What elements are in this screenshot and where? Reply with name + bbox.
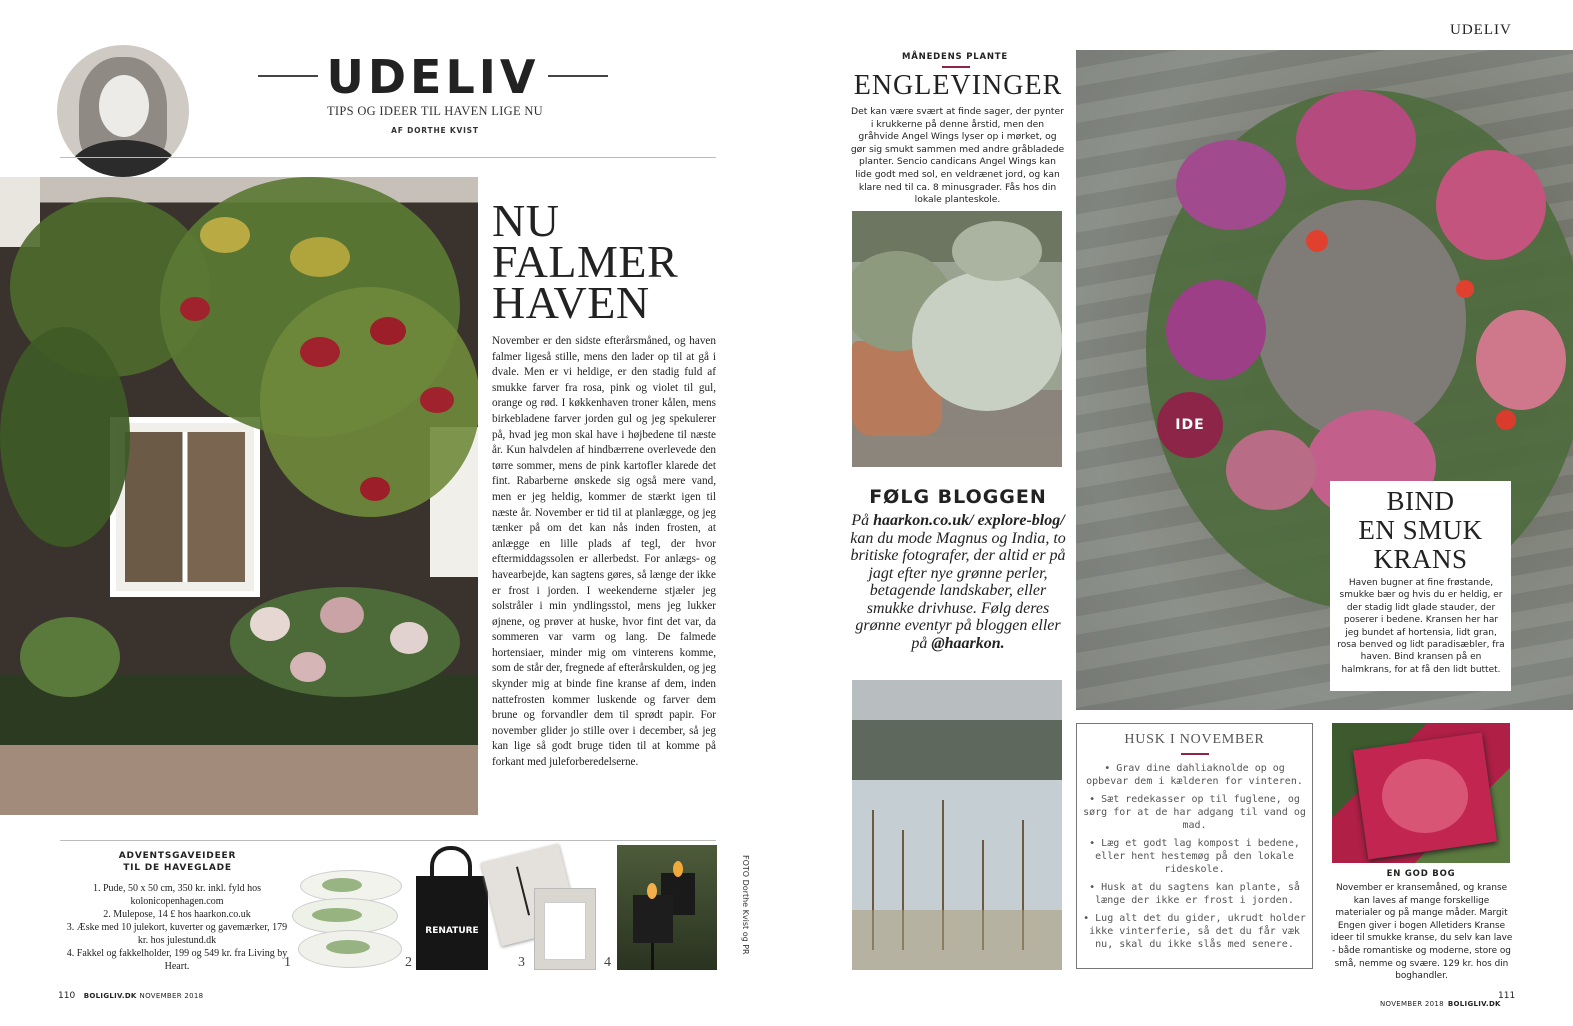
gift-item: 2. Mulepose, 14 £ hos haarkon.co.uk [103, 909, 251, 920]
instagram-handle[interactable]: @haarkon. [931, 634, 1005, 652]
gift-number: 4 [604, 955, 611, 970]
remember-item: • Grav dine dahliaknolde op og opbevar dem i kælderen for vinteren. [1086, 763, 1303, 787]
article-body: November er den sidste efterårsmåned, og haven falmer ligeså stille, mens den lader op til at gå i dvale. Men er vi heldige, er den stadig fuld af smukke farver fra rosa, pink og violet til gul, orange og rød. I køkkenhaven troner kålen, mens birkebladene farver jorden gul og jeg spekulerer på, hvad jeg mon skal have i højbedene til næste år. Kun halvdelen af hindbærrene overlevede den tørre sommer, mens de pink kartofler klarede det fint. Rabarberne ønskede sig også mere vand, men er jeg heldig, kommer de stærkt igen til næste år. November er tid til at planlægge, og jeg tænker på om det kan nås inden frosten, at anlægge en lille plads af tegl, der hvor eftermiddagssolen er allerbedst. For anlægs- og havearbejde, kan sagtens gøres, så længe der ikke er frost i jorden. I weekenderne stjæler jeg solstråler i min yndlingsstol, mens jeg lukker øjnene, og prøver at huske, hvor fint det var, da sommeren var varm og lang. De falmede hortensiaer, minder mig om vinterens komme, som de står der, fregnede af efterårskulden, og jeg skynder mig at binde fine kranse af dem, inden nattefrosten kommer luskende og farver dem brune og forvandler dem til sprødt papir. For november glider jo stille over i december, så jeg kan lige så godt bruge tiden til at komme på forkant med juleforberedelserne. [492, 335, 716, 769]
gift-item: 4. Fakkel og fakkelholder, 199 og 549 kr. fra Living by Heart. [66, 948, 288, 972]
title-rule-left [258, 75, 318, 77]
gifts-list [64, 882, 290, 973]
blog-text-part: På [851, 512, 874, 529]
footer-site: BOLIGLIV.DK [83, 992, 137, 1000]
footer-site: BOLIGLIV.DK [1447, 1000, 1501, 1008]
gift-number: 1 [284, 955, 291, 970]
section-subtitle: TIPS OG IDEER TIL HAVEN LIGE NU [327, 104, 543, 118]
byline: AF DORTHE KVIST [391, 126, 479, 135]
remember-item: • Læg et godt lag kompost i bedene, eller hent hestemøg på den lokale rideskole. [1089, 838, 1300, 875]
page-footer-right [1380, 993, 1501, 1011]
tote-label: RENATURE [425, 926, 479, 936]
article-headline [492, 195, 717, 328]
blog-link[interactable]: haarkon.co.uk/ explore-blog/ [873, 512, 1065, 529]
gift-pillows-image [292, 866, 408, 970]
book-heading: EN GOD BOG [1386, 869, 1456, 879]
footer-issue: NOVEMBER 2018 [139, 992, 204, 1000]
gift-cards-image [480, 848, 598, 970]
gift-number: 3 [518, 955, 525, 970]
angel-wings-photo [852, 211, 1062, 467]
blog-text-part: kan du mode Magnus og India, to britiske fotografer, der altid er på jagt efter nye grønne perler, betagende landskaber, eller smukke drivhuse. Følg deres grønne eventyr på bloggen eller på [850, 529, 1066, 652]
wreath-text: Haven bugner at fine frøstande, smukke bær og hvis du er heldig, er der stadig lidt glade stauder, der poserer i bedene. Kransen her har jeg bundet af hortensia, lidt gran, rosa benved og lidt paradisæbler, fra haven. Bind kransen på en halmkrans, for at få den lidt buttet. [1337, 578, 1505, 675]
header-divider [60, 157, 716, 158]
headline-line: NU [492, 195, 560, 246]
remember-list [1082, 762, 1307, 956]
gifts-heading-line: TIL DE HAVEGLADE [123, 863, 232, 873]
gift-torches-image [617, 845, 717, 970]
wreath-title-line: EN SMUK [1358, 515, 1483, 545]
plant-kicker: MÅNEDENS PLANTE [902, 52, 1008, 62]
plant-text: Det kan være svært at finde sager, der pynter i krukkerne på denne årstid, men den gråhvide Angel Wings lyser op i mørket, og gør sig smukt sammen med andre gråbladede planter. Sencio candicans Angel Wings kan lide godt med sol, en veldrænet jord, og kan klare ned til ca. 8 minusgrader. Fås hos din lokale planteskole. [850, 106, 1065, 206]
book-cover-photo [1332, 723, 1510, 863]
wreath-title-line: KRANS [1373, 544, 1468, 574]
accent-rule [1181, 753, 1209, 755]
gift-item: 3. Æske med 10 julekort, kuverter og gavemærker, 179 kr. hos julestund.dk [66, 922, 288, 946]
running-head: UDELIV [1450, 22, 1512, 38]
blog-title: FØLG BLOGGEN [869, 486, 1047, 508]
photo-credit: FOTO Dorthe Kvist og PR [741, 855, 750, 955]
gift-item: 1. Pude, 50 x 50 cm, 350 kr. inkl. fyld hos kolonicopenhagen.com [92, 883, 262, 907]
gifts-heading-line: ADVENTSGAVEIDEER [118, 851, 237, 861]
page-number: 110 [58, 991, 76, 1001]
gift-tote-image [416, 846, 488, 970]
gifts-heading [90, 850, 265, 874]
page-number-left [58, 991, 203, 1001]
headline-line: HAVEN [492, 277, 650, 328]
blog-text [850, 512, 1066, 652]
frozen-lake-photo [852, 680, 1062, 970]
headline-line: FALMER [492, 236, 679, 287]
wreath-title [1330, 487, 1511, 574]
remember-item: • Sæt redekasser op til fuglene, og sørg for at de har adgang til vand og mad. [1083, 794, 1306, 831]
idea-badge: IDE [1157, 392, 1223, 458]
section-title: UDELIV [326, 50, 540, 104]
book-text: November er kransemåned, og kranse kan laves af mange forskellige materialer og på mange måder. Margit Engen giver i bogen Alletiders Kranse ideer til smukke kranse, du selv kan lave - både romantiske og moderne, store og små, nemme og svære. 129 kr. hos din boghandler. [1330, 883, 1513, 982]
gifts-divider [60, 840, 716, 841]
remember-item: • Lug alt det du gider, ukrudt holder ikke vinterferie, så det du får væk nu, skal du ikke slås med senere. [1083, 913, 1306, 950]
gift-number: 2 [405, 955, 412, 970]
page-number-right: 111 [1498, 991, 1516, 1001]
plant-title: ENGLEVINGER [853, 70, 1063, 101]
garden-house-photo [0, 177, 478, 815]
remember-item: • Husk at du sagtens kan plante, så længe der ikke er frost i jorden. [1089, 882, 1300, 906]
title-rule-right [548, 75, 608, 77]
footer-issue: NOVEMBER 2018 [1380, 1000, 1444, 1008]
remember-title: HUSK I NOVEMBER [1124, 732, 1265, 747]
accent-rule [942, 66, 970, 68]
wreath-title-line: BIND [1386, 486, 1455, 516]
